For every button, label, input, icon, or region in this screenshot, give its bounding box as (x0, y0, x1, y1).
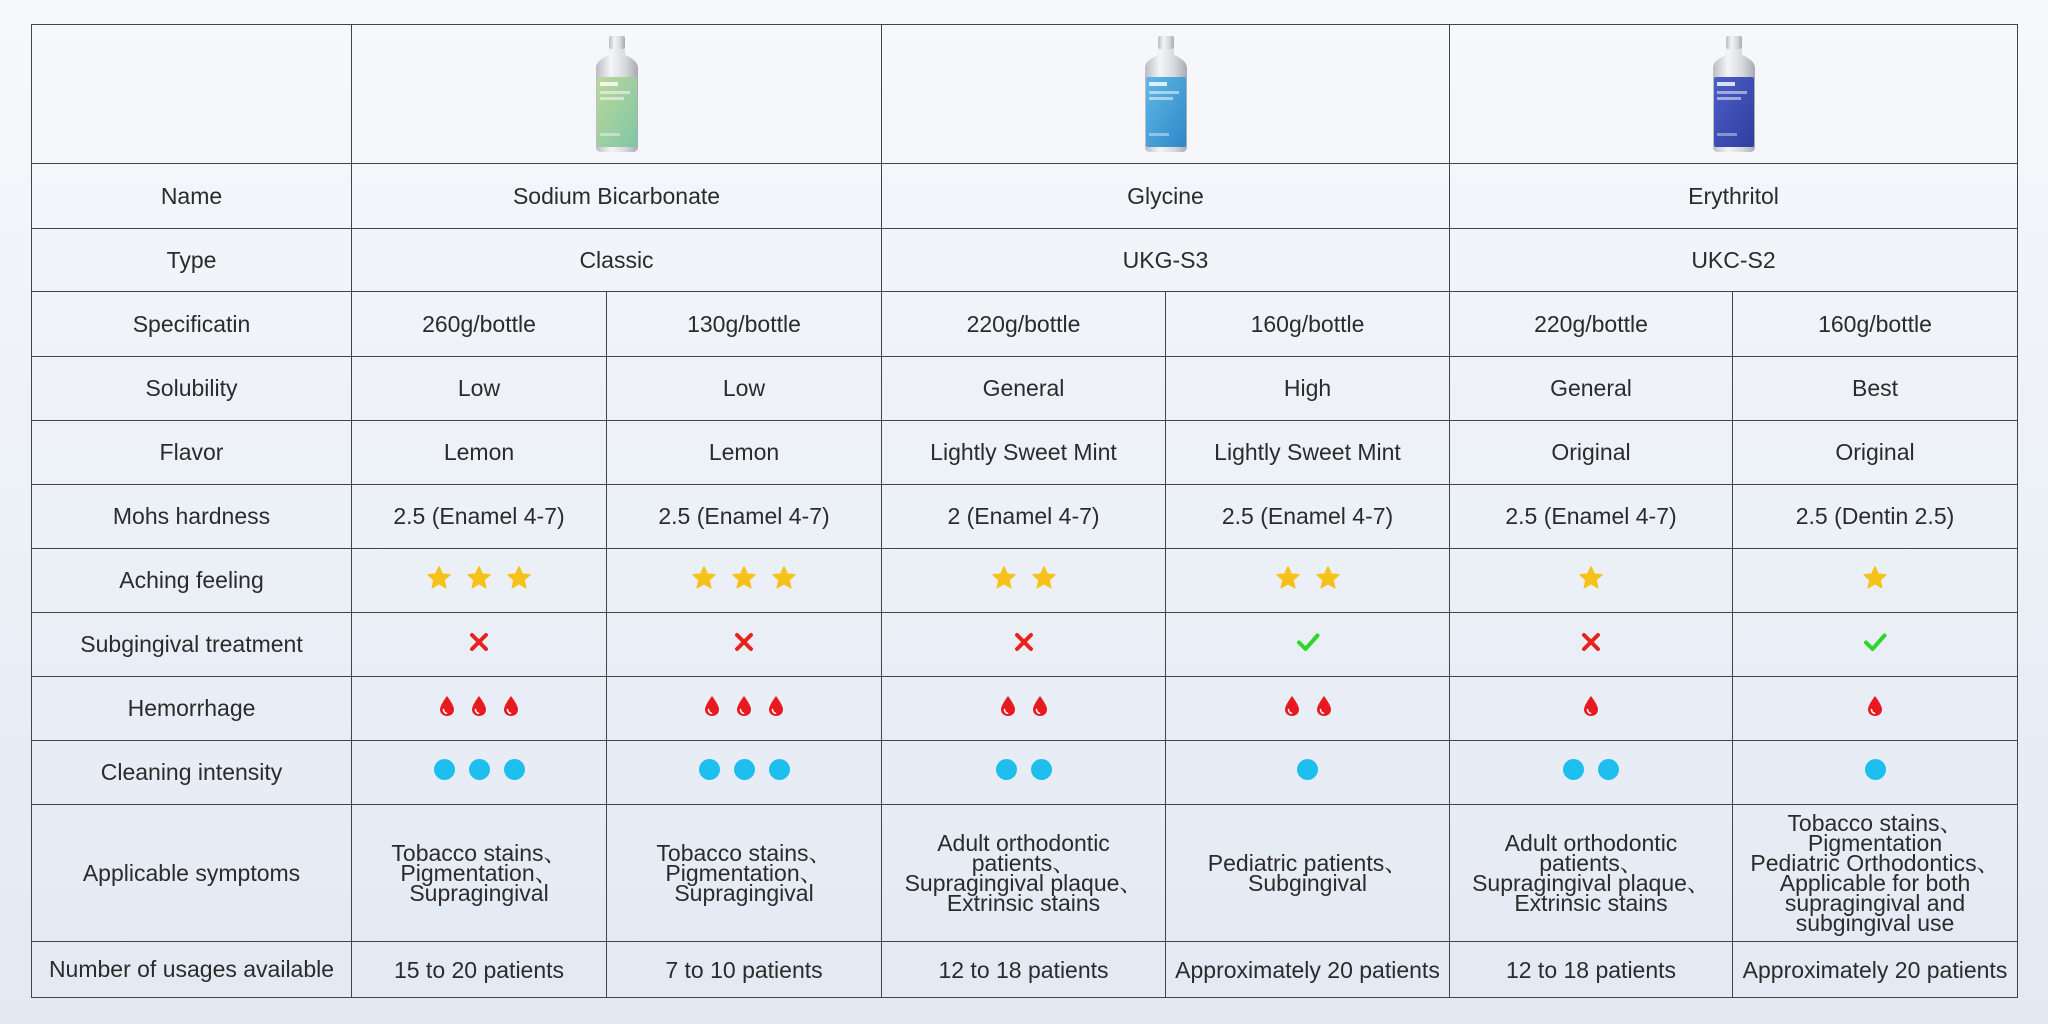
symptom-line: Supragingival plaque、 (1472, 870, 1710, 896)
star-icon (426, 565, 452, 591)
bottle-glycine-icon (1141, 35, 1191, 153)
hemorrhage-rating (607, 677, 882, 741)
subgingival-row (32, 613, 2018, 677)
cleaning-rating (1733, 741, 2018, 805)
blood-drop-icon (767, 695, 785, 717)
subgingival-marks (1013, 631, 1035, 653)
mohs-cell: 2.5 (Enamel 4-7) (1166, 485, 1450, 549)
check-icon (1296, 631, 1320, 653)
cleaning-marks (1297, 759, 1318, 780)
cleaning-dot-icon (699, 759, 720, 780)
symptom-line: supragingival and subgingival use (1784, 890, 1966, 936)
star-icon (1578, 565, 1604, 591)
cleaning-dot-icon (504, 759, 525, 780)
usages-row (32, 942, 2018, 998)
flavor-cell: Lightly Sweet Mint (882, 421, 1166, 485)
subgingival-status (1733, 613, 2018, 677)
subgingival-status (1166, 613, 1450, 677)
spec-cell: 160g/bottle (1166, 292, 1450, 357)
mohs-row (32, 485, 2018, 549)
symptoms-cell (607, 805, 882, 942)
star-icon (1315, 565, 1341, 591)
row-label: Applicable symptoms (32, 805, 352, 942)
aching-rating (1166, 549, 1450, 613)
row-label: Name (32, 164, 352, 229)
cleaning-rating (352, 741, 607, 805)
cleaning-rating (1166, 741, 1450, 805)
cross-icon (1580, 631, 1602, 653)
subgingival-marks (1296, 631, 1320, 653)
aching-rating (352, 549, 607, 613)
hemorrhage-marks (1866, 695, 1884, 717)
row-label: Mohs hardness (32, 485, 352, 549)
product-type: UKC-S2 (1450, 229, 2018, 292)
hemorrhage-rating (352, 677, 607, 741)
row-label: Flavor (32, 421, 352, 485)
spec-cell: 220g/bottle (882, 292, 1166, 357)
subgingival-marks (733, 631, 755, 653)
hemorrhage-row (32, 677, 2018, 741)
subgingival-status (882, 613, 1166, 677)
aching-marks (991, 565, 1057, 591)
aching-marks (426, 565, 532, 591)
aching-marks (1862, 565, 1888, 591)
aching-rating (1733, 549, 2018, 613)
cleaning-rating (882, 741, 1166, 805)
row-label: Specificatin (32, 292, 352, 357)
hemorrhage-marks (438, 695, 520, 717)
cleaning-rating (607, 741, 882, 805)
product-image-cell (1450, 25, 2018, 164)
mohs-cell: 2.5 (Enamel 4-7) (607, 485, 882, 549)
bottle-sodium-bicarbonate-icon (592, 35, 642, 153)
hemorrhage-marks (1582, 695, 1600, 717)
symptom-line: Adult orthodontic patients、 (937, 830, 1110, 876)
aching-rating (1450, 549, 1733, 613)
cleaning-marks (1563, 759, 1619, 780)
usages-cell: 7 to 10 patients (607, 942, 882, 998)
symptoms-row (32, 805, 2018, 942)
blood-drop-icon (1866, 695, 1884, 717)
symptom-line: Pediatric Orthodontics、 (1750, 850, 2000, 876)
flavor-cell: Lightly Sweet Mint (1166, 421, 1450, 485)
blood-drop-icon (999, 695, 1017, 717)
mohs-cell: 2.5 (Enamel 4-7) (352, 485, 607, 549)
aching-row (32, 549, 2018, 613)
solubility-cell: Best (1733, 357, 2018, 421)
aching-rating (607, 549, 882, 613)
symptom-line: Extrinsic stains (946, 890, 1101, 916)
blood-drop-icon (438, 695, 456, 717)
cleaning-dot-icon (1598, 759, 1619, 780)
aching-marks (1578, 565, 1604, 591)
solubility-cell: Low (352, 357, 607, 421)
aching-marks (1275, 565, 1341, 591)
cleaning-dot-icon (769, 759, 790, 780)
symptoms-cell (352, 805, 607, 942)
subgingival-marks (468, 631, 490, 653)
usages-cell: 12 to 18 patients (1450, 942, 1733, 998)
subgingival-status (607, 613, 882, 677)
symptom-line: Pigmentation、 (400, 860, 558, 886)
blood-drop-icon (1582, 695, 1600, 717)
symptom-line: Tobacco stains、 (391, 840, 567, 866)
symptom-line: Supragingival (674, 880, 814, 906)
flavor-row (32, 421, 2018, 485)
aching-rating (882, 549, 1166, 613)
cleaning-marks (699, 759, 790, 780)
star-icon (1031, 565, 1057, 591)
cleaning-dot-icon (1563, 759, 1584, 780)
blood-drop-icon (1283, 695, 1301, 717)
star-icon (1862, 565, 1888, 591)
hemorrhage-marks (703, 695, 785, 717)
cleaning-row (32, 741, 2018, 805)
name-row (32, 164, 2018, 229)
star-icon (731, 565, 757, 591)
cross-icon (468, 631, 490, 653)
blood-drop-icon (1315, 695, 1333, 717)
corner-cell (32, 25, 352, 164)
blood-drop-icon (703, 695, 721, 717)
flavor-cell: Original (1733, 421, 2018, 485)
flavor-cell: Original (1450, 421, 1733, 485)
star-icon (1275, 565, 1301, 591)
hemorrhage-rating (1450, 677, 1733, 741)
image-row (32, 25, 2018, 164)
cleaning-marks (996, 759, 1052, 780)
symptom-line: Tobacco stains、 (656, 840, 832, 866)
usages-cell: Approximately 20 patients (1733, 942, 2018, 998)
cleaning-dot-icon (469, 759, 490, 780)
symptom-line: Tobacco stains、Pigmentation (1787, 810, 1963, 856)
cleaning-dot-icon (1031, 759, 1052, 780)
hemorrhage-rating (1166, 677, 1450, 741)
mohs-cell: 2 (Enamel 4-7) (882, 485, 1166, 549)
spec-cell: 160g/bottle (1733, 292, 2018, 357)
spec-cell: 130g/bottle (607, 292, 882, 357)
solubility-cell: Low (607, 357, 882, 421)
star-icon (691, 565, 717, 591)
cleaning-dot-icon (434, 759, 455, 780)
cleaning-rating (1450, 741, 1733, 805)
symptoms-cell (1450, 805, 1733, 942)
subgingival-marks (1863, 631, 1887, 653)
type-row (32, 229, 2018, 292)
mohs-cell: 2.5 (Dentin 2.5) (1733, 485, 2018, 549)
cleaning-marks (1865, 759, 1886, 780)
hemorrhage-marks (1283, 695, 1333, 717)
spec-cell: 260g/bottle (352, 292, 607, 357)
symptoms-cell (882, 805, 1166, 942)
mohs-cell: 2.5 (Enamel 4-7) (1450, 485, 1733, 549)
check-icon (1863, 631, 1887, 653)
symptom-line: Subgingival (1248, 870, 1367, 896)
star-icon (991, 565, 1017, 591)
flavor-cell: Lemon (607, 421, 882, 485)
row-label: Type (32, 229, 352, 292)
star-icon (771, 565, 797, 591)
symptom-line: Extrinsic stains (1514, 890, 1668, 916)
row-label: Aching feeling (32, 549, 352, 613)
row-label: Hemorrhage (32, 677, 352, 741)
product-image-cell (352, 25, 882, 164)
row-label: Number of usages available (32, 942, 352, 998)
row-label: Cleaning intensity (32, 741, 352, 805)
row-label: Subgingival treatment (32, 613, 352, 677)
star-icon (506, 565, 532, 591)
star-icon (466, 565, 492, 591)
cleaning-marks (434, 759, 525, 780)
product-name: Sodium Bicarbonate (352, 164, 882, 229)
subgingival-marks (1580, 631, 1602, 653)
subgingival-status (352, 613, 607, 677)
product-image-cell (882, 25, 1450, 164)
hemorrhage-rating (1733, 677, 2018, 741)
blood-drop-icon (735, 695, 753, 717)
blood-drop-icon (470, 695, 488, 717)
flavor-cell: Lemon (352, 421, 607, 485)
spec-row (32, 292, 2018, 357)
cross-icon (1013, 631, 1035, 653)
symptom-line: Adult orthodontic patients、 (1504, 830, 1678, 876)
symptoms-cell (1166, 805, 1450, 942)
cleaning-dot-icon (996, 759, 1017, 780)
symptom-line: Supragingival (409, 880, 549, 906)
cleaning-dot-icon (1865, 759, 1886, 780)
symptom-line: Pigmentation、 (665, 860, 823, 886)
blood-drop-icon (502, 695, 520, 717)
hemorrhage-marks (999, 695, 1049, 717)
cleaning-dot-icon (734, 759, 755, 780)
symptom-line: Applicable for both (1779, 870, 1971, 896)
product-type: Classic (352, 229, 882, 292)
blood-drop-icon (1031, 695, 1049, 717)
hemorrhage-rating (882, 677, 1166, 741)
symptom-line: Pediatric patients、 (1207, 850, 1408, 876)
aching-marks (691, 565, 797, 591)
product-name: Glycine (882, 164, 1450, 229)
cross-icon (733, 631, 755, 653)
spec-cell: 220g/bottle (1450, 292, 1733, 357)
symptom-line: Supragingival plaque、 (904, 870, 1143, 896)
cleaning-dot-icon (1297, 759, 1318, 780)
usages-cell: Approximately 20 patients (1166, 942, 1450, 998)
symptoms-cell (1733, 805, 2018, 942)
solubility-cell: General (882, 357, 1166, 421)
product-type: UKG-S3 (882, 229, 1450, 292)
bottle-erythritol-icon (1709, 35, 1759, 153)
usages-cell: 12 to 18 patients (882, 942, 1166, 998)
comparison-table (31, 24, 2018, 998)
product-name: Erythritol (1450, 164, 2018, 229)
subgingival-status (1450, 613, 1733, 677)
solubility-cell: High (1166, 357, 1450, 421)
solubility-row (32, 357, 2018, 421)
solubility-cell: General (1450, 357, 1733, 421)
row-label: Solubility (32, 357, 352, 421)
usages-cell: 15 to 20 patients (352, 942, 607, 998)
